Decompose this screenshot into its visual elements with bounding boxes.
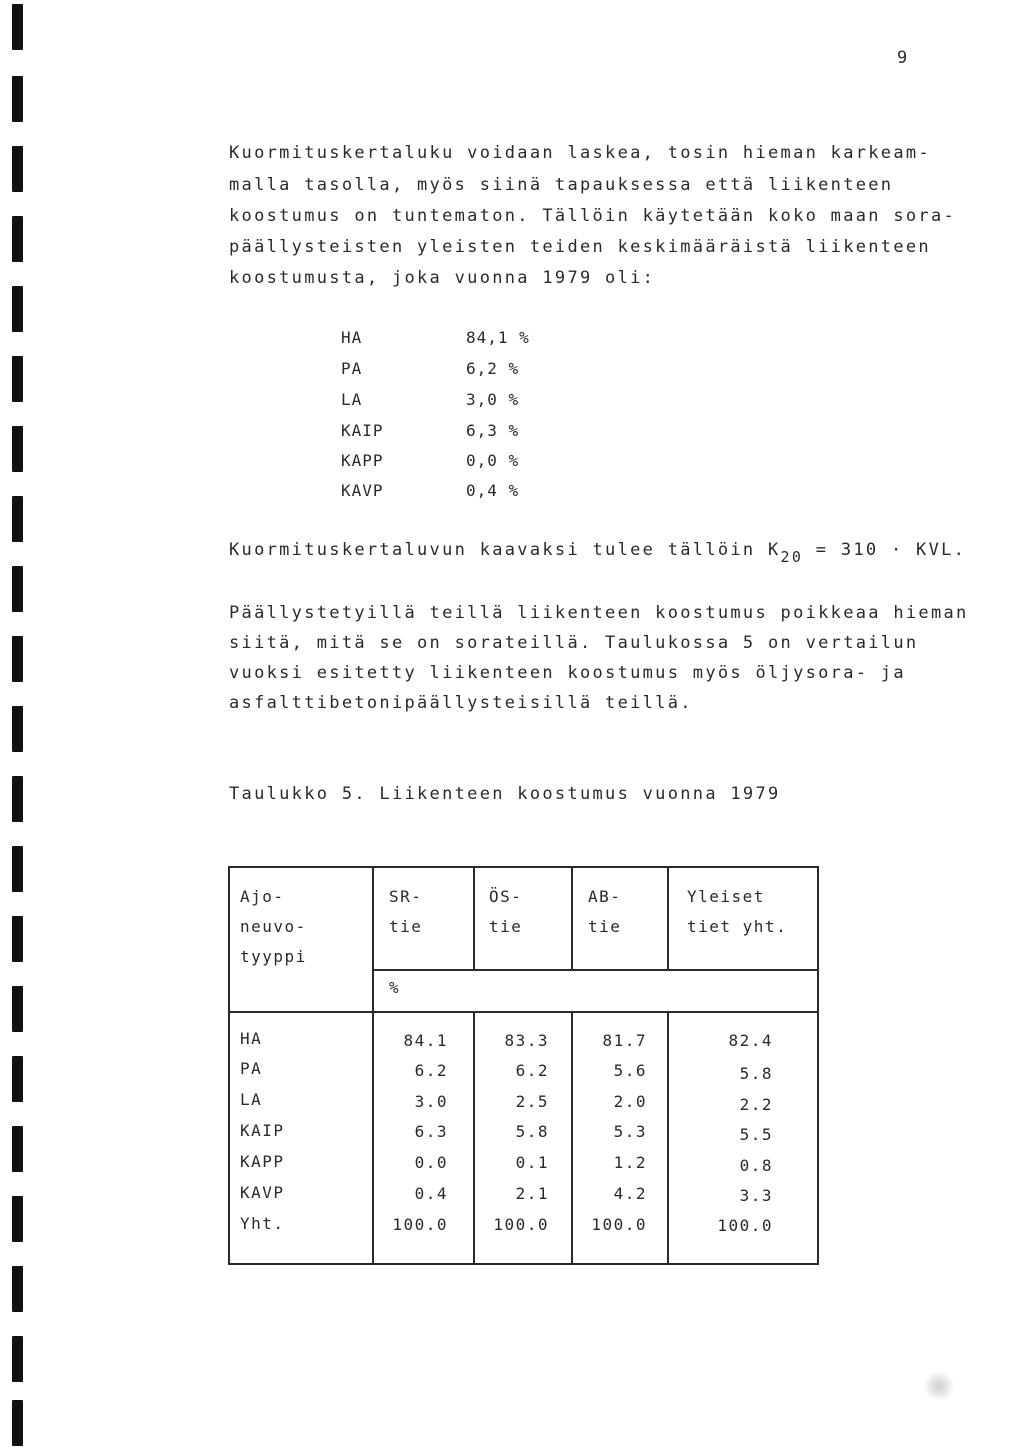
composition-value: 0,0 %: [466, 451, 520, 470]
table-border-left: [228, 866, 230, 1265]
header-text: Yleiset: [687, 887, 765, 906]
header-vehicle-type: [240, 882, 307, 972]
binder-hole: [12, 286, 23, 332]
table-cell: 100.0: [493, 1215, 549, 1234]
table-cell: 0.4: [414, 1184, 448, 1203]
table-cell: 4.2: [613, 1184, 647, 1203]
row-label: KAIP: [240, 1121, 285, 1140]
table-cell: 6.2: [515, 1061, 549, 1080]
row-label: KAPP: [240, 1152, 285, 1171]
header-text: Ajo-: [240, 887, 285, 906]
header-text: AB-: [588, 887, 622, 906]
binder-hole: [12, 216, 23, 262]
binder-hole: [12, 636, 23, 682]
binder-hole: [12, 146, 23, 192]
table-cell: 5.3: [613, 1122, 647, 1141]
table-cell: 2.1: [515, 1184, 549, 1203]
intro-line: koostumus on tuntematon. Tällöin käytetään koko maan sora-: [229, 206, 957, 226]
header-os-tie: [489, 882, 522, 942]
table-cell: 5.8: [739, 1064, 773, 1083]
header-text: tie: [489, 917, 523, 936]
table-cell: 0.0: [414, 1153, 448, 1172]
binder-hole: [12, 1126, 23, 1172]
intro-line: koostumusta, joka vuonna 1979 oli:: [229, 268, 656, 288]
binder-hole: [12, 356, 23, 402]
header-text: tie: [588, 917, 622, 936]
table-cell: 5.6: [613, 1061, 647, 1080]
composition-label: PA: [341, 359, 363, 378]
table-cell: 6.2: [414, 1061, 448, 1080]
paragraph-line: Päällystetyillä teillä liikenteen koostumus poikkeaa hieman: [229, 603, 969, 623]
formula-subscript: 20: [780, 548, 804, 566]
table-cell: 5.8: [515, 1122, 549, 1141]
binder-hole: [12, 846, 23, 892]
table-cell: 0.8: [739, 1156, 773, 1175]
table-border-right: [817, 866, 819, 1265]
composition-value: 6,3 %: [466, 421, 520, 440]
table-cell: 100.0: [591, 1215, 647, 1234]
binder-hole: [12, 4, 23, 50]
header-text: neuvo-: [240, 917, 307, 936]
binder-hole: [12, 426, 23, 472]
header-text: tyyppi: [240, 947, 307, 966]
binder-hole: [12, 706, 23, 752]
header-yleiset-tiet: [687, 882, 787, 942]
table-border-top: [228, 866, 819, 868]
header-sr-tie: [389, 882, 422, 942]
composition-value: 84,1 %: [466, 328, 530, 347]
composition-label: KAVP: [341, 481, 384, 500]
header-text: tiet yht.: [687, 917, 788, 936]
header-ab-tie: [588, 882, 621, 942]
row-label: PA: [240, 1059, 263, 1078]
table-cell: 5.5: [739, 1125, 773, 1144]
binder-hole: [12, 1196, 23, 1242]
table-column-divider: [571, 866, 573, 971]
row-label: LA: [240, 1090, 263, 1109]
header-text: tie: [389, 917, 423, 936]
composition-value: 0,4 %: [466, 481, 520, 500]
table-cell: 81.7: [602, 1031, 647, 1050]
table-divider-unit: [372, 969, 819, 971]
composition-value: 3,0 %: [466, 390, 520, 409]
unit-label: %: [389, 978, 401, 997]
composition-value: 6,2 %: [466, 359, 520, 378]
row-label: KAVP: [240, 1183, 285, 1202]
table-cell: 1.2: [613, 1153, 647, 1172]
table-divider-header: [228, 1011, 819, 1013]
table-cell: 6.3: [414, 1122, 448, 1141]
composition-label: KAIP: [341, 421, 384, 440]
table-column-divider: [667, 866, 669, 971]
paragraph-line: siitä, mitä se on sorateillä. Taulukossa 5 on vertailun: [229, 633, 919, 653]
table-cell: 82.4: [728, 1031, 773, 1050]
composition-label: HA: [341, 328, 363, 347]
intro-line: malla tasolla, myös siinä tapauksessa että liikenteen: [229, 175, 894, 195]
table-caption: Taulukko 5. Liikenteen koostumus vuonna 1979: [229, 784, 781, 804]
page-number: 9: [897, 48, 908, 68]
row-label: Yht.: [240, 1214, 285, 1233]
table-cell: 100.0: [717, 1216, 773, 1235]
table-cell: 3.0: [414, 1092, 448, 1111]
row-label: HA: [240, 1029, 263, 1048]
binder-hole: [12, 496, 23, 542]
table-cell: 2.2: [739, 1095, 773, 1114]
scan-smudge: [922, 1372, 956, 1400]
binder-hole: [12, 1400, 23, 1446]
composition-label: LA: [341, 390, 363, 409]
intro-line: Kuormituskertaluku voidaan laskea, tosin hieman karkeam-: [229, 143, 931, 163]
header-text: SR-: [389, 887, 423, 906]
table-cell: 84.1: [403, 1031, 448, 1050]
binder-hole: [12, 986, 23, 1032]
binder-hole: [12, 776, 23, 822]
binder-hole: [12, 76, 23, 122]
table-cell: 2.5: [515, 1092, 549, 1111]
table-cell: 100.0: [392, 1215, 448, 1234]
formula-prefix: Kuormituskertaluvun kaavaksi tulee tällöin K: [229, 540, 781, 560]
intro-line: päällysteisten yleisten teiden keskimääräistä liikenteen: [229, 237, 931, 257]
table-cell: 3.3: [739, 1186, 773, 1205]
binder-hole: [12, 1266, 23, 1312]
table-cell: 83.3: [504, 1031, 549, 1050]
paragraph-line: vuoksi esitetty liikenteen koostumus myös öljysora- ja: [229, 663, 906, 683]
header-text: ÖS-: [489, 887, 523, 906]
table-cell: 2.0: [613, 1092, 647, 1111]
table-border-bottom: [228, 1263, 819, 1265]
binder-hole: [12, 566, 23, 612]
paragraph-line: asfalttibetonipäällysteisillä teillä.: [229, 693, 693, 713]
formula-line: [229, 540, 966, 566]
formula-suffix: = 310 · KVL.: [803, 540, 967, 560]
binder-hole: [12, 916, 23, 962]
composition-label: KAPP: [341, 451, 384, 470]
binder-hole: [12, 1056, 23, 1102]
binder-hole: [12, 1336, 23, 1382]
table-column-divider: [473, 866, 475, 971]
table-cell: 0.1: [515, 1153, 549, 1172]
